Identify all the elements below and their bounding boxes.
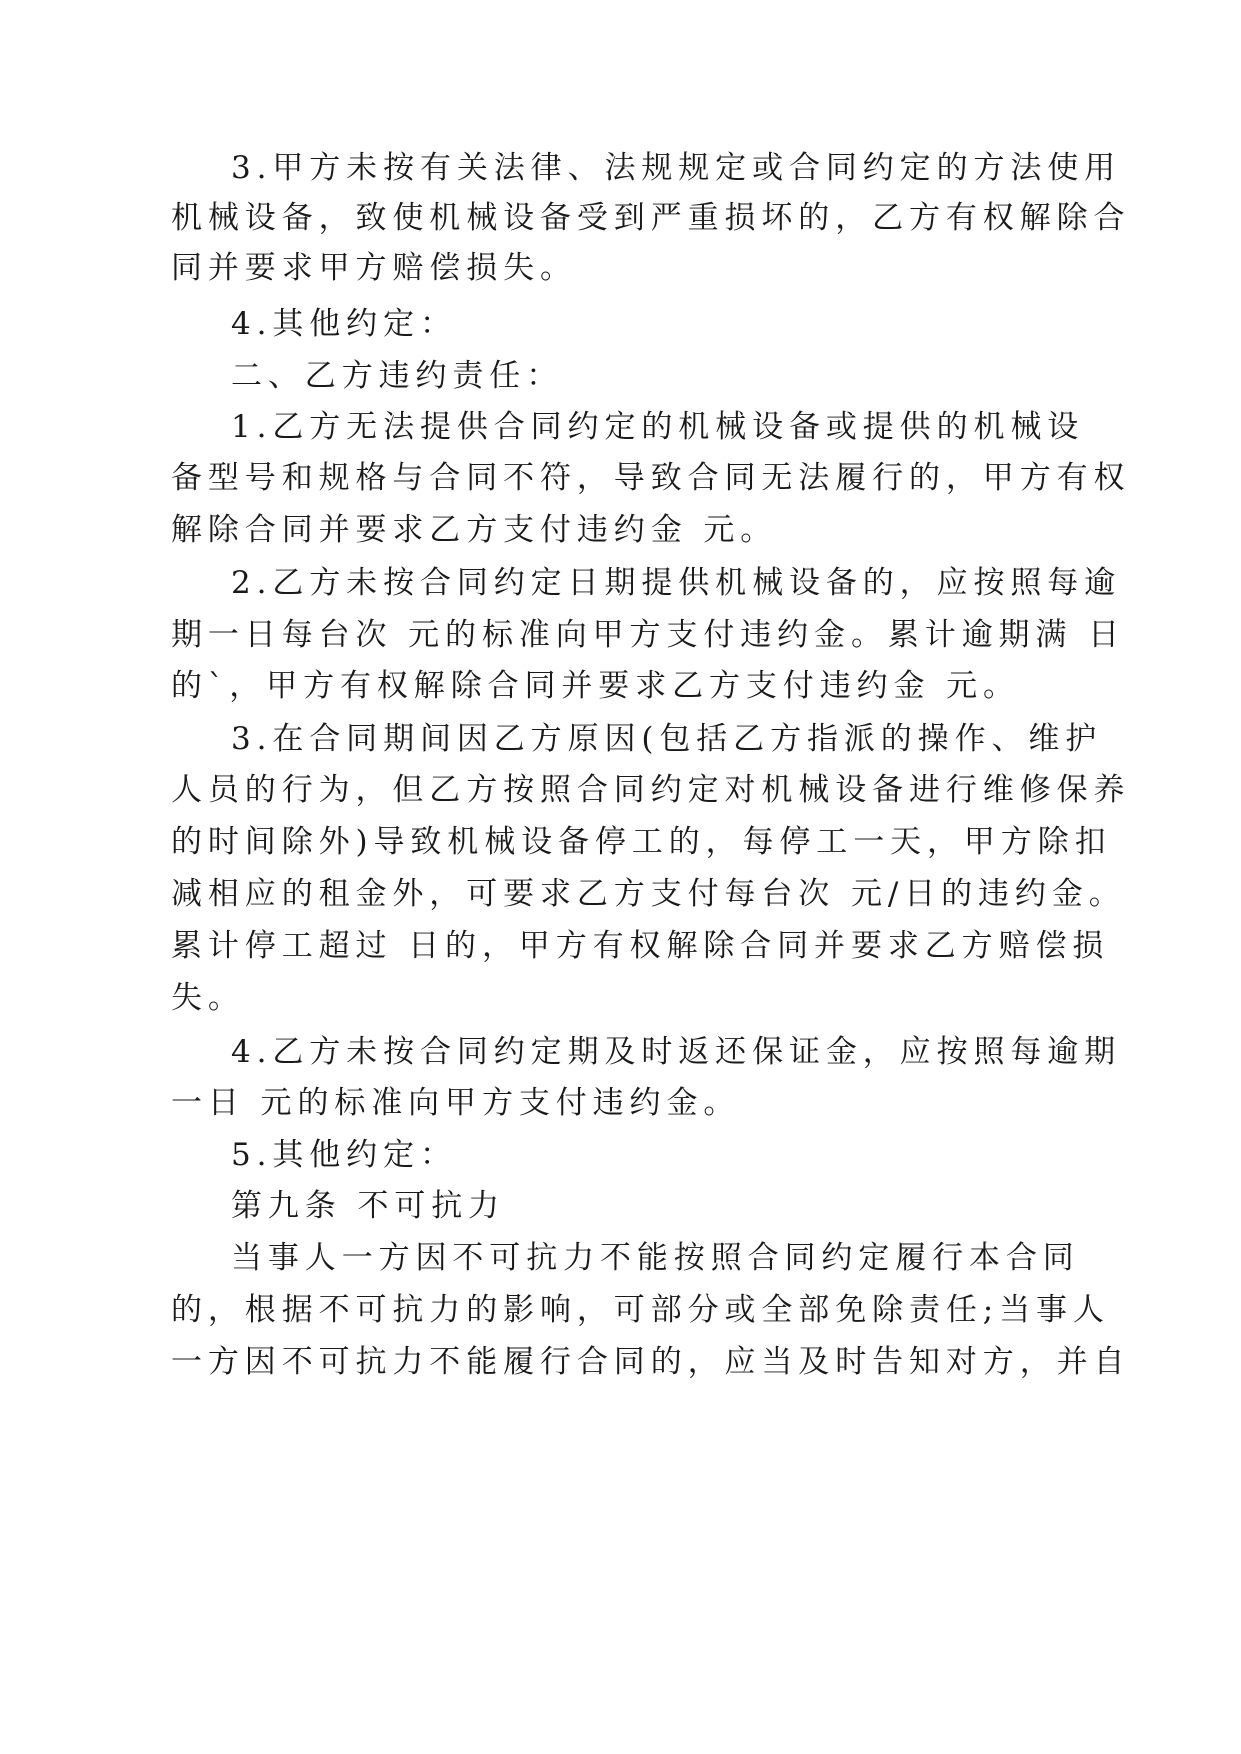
paragraph-line: 机械设备，致使机械设备受到严重损坏的，乙方有权解除合: [171, 200, 1131, 236]
paragraph-line: 2.乙方未按合同约定日期提供机械设备的，应按照每逾: [231, 565, 1122, 601]
paragraph-line: 4.乙方未按合同约定期及时返还保证金，应按照每逾期: [231, 1034, 1122, 1070]
paragraph-line: 一日 元的标准向甲方支付违约金。: [171, 1085, 741, 1121]
paragraph-line: 解除合同并要求乙方支付违约金 元。: [171, 512, 778, 548]
paragraph-line: 的，根据不可抗力的影响，可部分或全部免除责任;当事人: [171, 1292, 1110, 1328]
paragraph-line: 1.乙方无法提供合同约定的机械设备或提供的机械设: [231, 409, 1085, 445]
paragraph-line: 人员的行为，但乙方按照合同约定对机械设备进行维修保养: [171, 772, 1131, 808]
paragraph-line: 第九条 不可抗力: [231, 1188, 506, 1224]
paragraph-line: 3.甲方未按有关法律、法规规定或合同约定的方法使用: [231, 150, 1122, 186]
paragraph-line: 的时间除外)导致机械设备停工的，每停工一天，甲方除扣: [171, 824, 1112, 860]
paragraph-line: 二、乙方违约责任：: [231, 358, 564, 394]
paragraph-line: 减相应的租金外，可要求乙方支付每台次 元/日的违约金。: [171, 876, 1126, 912]
paragraph-line: 一方因不可抗力不能履行合同的，应当及时告知对方，并自: [171, 1344, 1131, 1380]
paragraph-line: 期一日每台次 元的标准向甲方支付违约金。累计逾期满 日: [171, 617, 1126, 653]
paragraph-line: 的`，甲方有权解除合同并要求乙方支付违约金 元。: [171, 668, 1020, 704]
paragraph-line: 3.在合同期间因乙方原因(包括乙方指派的操作、维护: [231, 721, 1103, 757]
paragraph-line: 失。: [171, 980, 245, 1016]
paragraph-line: 同并要求甲方赔偿损失。: [171, 250, 577, 286]
paragraph-line: 4.其他约定：: [231, 306, 457, 342]
paragraph-line: 5.其他约定：: [231, 1137, 457, 1173]
paragraph-line: 备型号和规格与合同不符，导致合同无法履行的，甲方有权: [171, 460, 1131, 496]
paragraph-line: 累计停工超过 日的，甲方有权解除合同并要求乙方赔偿损: [171, 928, 1110, 964]
paragraph-line: 当事人一方因不可抗力不能按照合同约定履行本合同: [231, 1240, 1080, 1276]
